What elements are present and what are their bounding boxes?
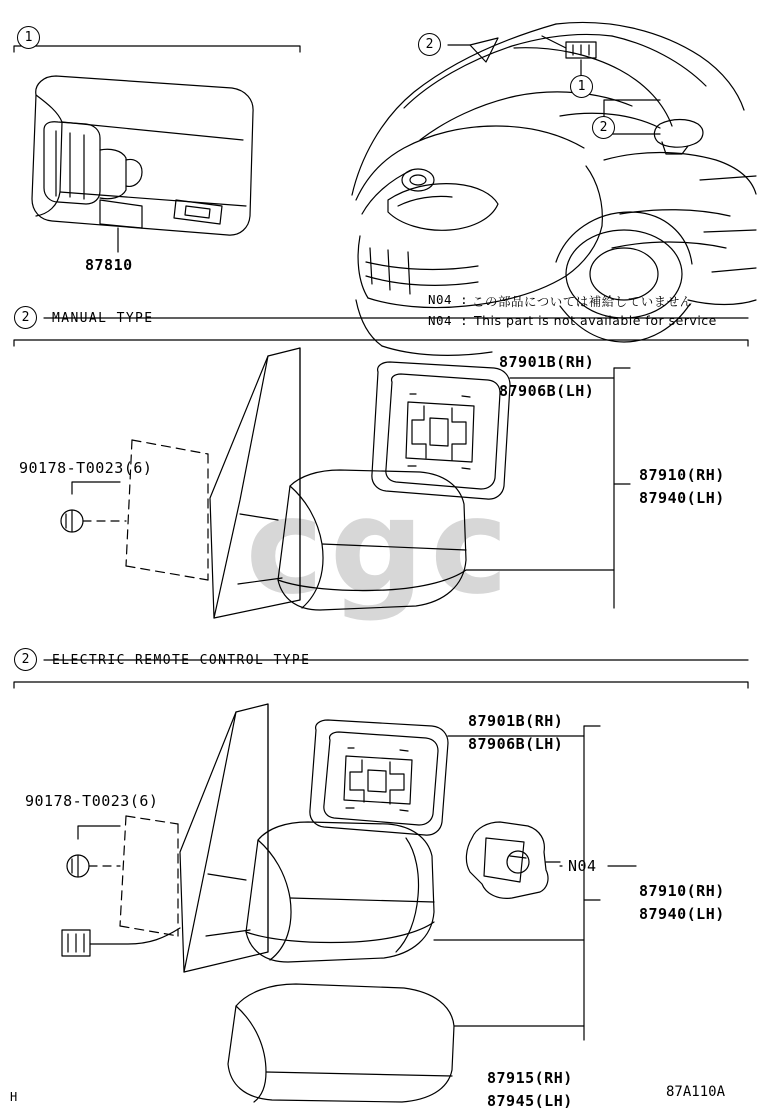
part-label-manual-assy-rh: 87910(RH) — [639, 466, 725, 484]
callout-circle-1: 1 — [17, 26, 40, 49]
part-label-electric-cover-lh: 87945(LH) — [487, 1092, 573, 1110]
section-title-manual-type: MANUAL TYPE — [52, 311, 154, 326]
part-label-electric-glass-rh: 87901B(RH) — [468, 712, 564, 730]
note-key-en: N04 : — [428, 313, 469, 328]
watermark-text: cgc — [245, 470, 515, 624]
part-label-electric-motor-n04: N04 — [568, 857, 597, 875]
section-title-electric-remote-type: ELECTRIC REMOTE CONTROL TYPE — [52, 653, 311, 668]
callout-circle-2-electric-section: 2 — [14, 648, 37, 671]
callout-circle-1-inner-mirror: 1 — [570, 75, 593, 98]
part-label-electric-glass-lh: 87906B(LH) — [468, 735, 564, 753]
callout-circle-2-manual-section: 2 — [14, 306, 37, 329]
part-label-electric-cover-rh: 87915(RH) — [487, 1069, 573, 1087]
sheet-code-left: H — [10, 1090, 18, 1104]
part-label-manual-glass-lh: 87906B(LH) — [499, 382, 595, 400]
part-label-manual-assy-lh: 87940(LH) — [639, 489, 725, 507]
sheet-code-right: 87A110A — [666, 1084, 726, 1100]
note-key-ja: N04 : — [428, 292, 469, 307]
part-label-manual-clip: 90178-T0023(6) — [19, 459, 153, 477]
part-label-electric-assy-lh: 87940(LH) — [639, 905, 725, 923]
callout-circle-2-hood: 2 — [418, 33, 441, 56]
part-label-electric-assy-rh: 87910(RH) — [639, 882, 725, 900]
note-text-ja: この部品については補給していません — [472, 294, 693, 309]
callout-circle-2-door-mirror: 2 — [592, 116, 615, 139]
note-text-en: This part is not available for service — [474, 313, 717, 328]
part-label-electric-clip: 90178-T0023(6) — [25, 792, 159, 810]
part-label-manual-glass-rh: 87901B(RH) — [499, 353, 595, 371]
part-label-inner-mirror: 87810 — [85, 256, 133, 274]
